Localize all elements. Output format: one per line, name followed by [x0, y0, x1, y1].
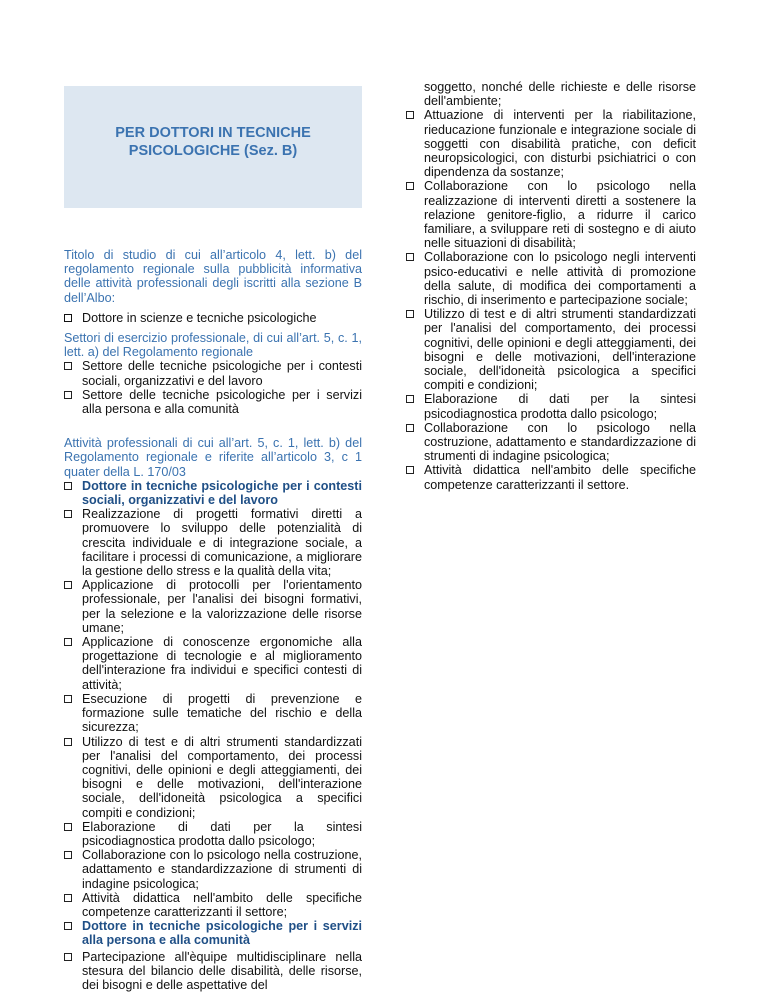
- list-item: Collaborazione con lo psicologo nella costruzione, adattamento e standardizzazione di strumenti di indagine psicologica;: [406, 421, 696, 464]
- list-item: Attuazione di interventi per la riabilitazione, rieducazione funzionale e integrazione sociale di soggetti con disabilità pratiche, con deficit neuropsicologici, con disturbi psichiatrici o con dipendenza da sostanze;: [406, 108, 696, 179]
- list-item: Applicazione di protocolli per l'orientamento professionale, per l'analisi dei bisogni formativi, per la selezione e la valorizzazione delle risorse umane;: [64, 578, 362, 635]
- checkbox-icon[interactable]: [406, 182, 414, 190]
- checkbox-icon[interactable]: [64, 851, 72, 859]
- checkbox-icon[interactable]: [406, 253, 414, 261]
- left-column: [64, 80, 362, 992]
- titolo-intro: Titolo di studio di cui all’articolo 4, lett. b) del regolamento regionale sulla pubblicità informativa delle attività professionali degli iscritti alla sezione B dell’Albo:: [64, 248, 362, 305]
- degree-list: [64, 311, 362, 325]
- list-item: Utilizzo di test e di altri strumenti standardizzati per l'analisi del comportamento, dei processi cognitivi, delle opinioni e degli atteggiamenti, dei bisogni e delle motivazioni, dell'interazione sociale, dell'idoneità psicologica a specifici compiti e condizioni;: [406, 307, 696, 392]
- list-item: Collaborazione con lo psicologo nella costruzione, adattamento e standardizzazione di strumenti di indagine psicologica;: [64, 848, 362, 891]
- group1-list: [64, 479, 362, 919]
- list-item: Collaborazione con lo psicologo negli interventi psico-educativi e nelle attività di promozione della salute, di modifica dei comportamenti a rischio, di inserimento e partecipazione sociale;: [406, 250, 696, 307]
- checkbox-icon[interactable]: [406, 466, 414, 474]
- list-item: Attività didattica nell'ambito delle specifiche competenze caratterizzanti il settore.: [406, 463, 696, 491]
- section-header-box: [64, 86, 362, 208]
- checkbox-icon[interactable]: [64, 823, 72, 831]
- list-item: Applicazione di conoscenze ergonomiche alla progettazione di tecnologie e al miglioramento dell'interazione fra individui e specifici contesti di attività;: [64, 635, 362, 692]
- section-title: PER DOTTORI IN TECNICHE PSICOLOGICHE (Sez. B): [115, 125, 311, 159]
- checkbox-icon[interactable]: [64, 738, 72, 746]
- settori-list: [64, 359, 362, 416]
- checkbox-icon[interactable]: [64, 922, 72, 930]
- list-item: Partecipazione all'èquipe multidisciplinare nella stesura del bilancio delle disabilità, delle risorse, dei bisogni e delle aspettative del: [64, 950, 362, 993]
- list-item: Esecuzione di progetti di prevenzione e formazione sulle tematiche del rischio e della sicurezza;: [64, 692, 362, 735]
- checkbox-icon[interactable]: [64, 482, 72, 490]
- checkbox-icon[interactable]: [64, 314, 72, 322]
- list-item: Settore delle tecniche psicologiche per i contesti sociali, organizzativi e del lavoro: [64, 359, 362, 387]
- list-item: Realizzazione di progetti formativi diretti a promuovere lo sviluppo delle potenzialità di crescita individuale e di integrazione sociale, a facilitare i processi di comunicazione, a migliorare la gestione dello stress e la qualità della vita;: [64, 507, 362, 578]
- group2-list-cont: [406, 108, 696, 491]
- list-item: Utilizzo di test e di altri strumenti standardizzati per l'analisi del comportamento, dei processi cognitivi, delle opinioni e degli atteggiamenti, dei bisogni e delle motivazioni, dell'interazione sociale, dell'idoneità psicologica a specifici compiti e condizioni;: [64, 735, 362, 820]
- continuation-text: soggetto, nonché delle richieste e delle risorse dell'ambiente;: [424, 80, 696, 109]
- group2-list: [64, 919, 362, 992]
- checkbox-icon[interactable]: [64, 391, 72, 399]
- checkbox-icon[interactable]: [64, 581, 72, 589]
- group2-heading: Dottore in tecniche psicologiche per i servizi alla persona e alla comunità: [64, 919, 362, 947]
- settori-intro: Settori di esercizio professionale, di cui all’art. 5, c. 1, lett. a) del Regolamento regionale: [64, 331, 362, 360]
- checkbox-icon[interactable]: [406, 395, 414, 403]
- list-item: Elaborazione di dati per la sintesi psicodiagnostica prodotta dallo psicologo;: [64, 820, 362, 848]
- checkbox-icon[interactable]: [64, 638, 72, 646]
- checkbox-icon[interactable]: [64, 953, 72, 961]
- checkbox-icon[interactable]: [64, 894, 72, 902]
- checkbox-icon[interactable]: [406, 111, 414, 119]
- attivita-intro: Attività professionali di cui all’art. 5, c. 1, lett. b) del Regolamento regionale e riferite all’articolo 3, c 1 quater della L. 170/03: [64, 436, 362, 479]
- list-item: Settore delle tecniche psicologiche per i servizi alla persona e alla comunità: [64, 388, 362, 416]
- right-column: [406, 80, 696, 492]
- list-item: Elaborazione di dati per la sintesi psicodiagnostica prodotta dallo psicologo;: [406, 392, 696, 420]
- checkbox-icon[interactable]: [406, 310, 414, 318]
- group1-heading: Dottore in tecniche psicologiche per i contesti sociali, organizzativi e del lavoro: [64, 479, 362, 507]
- list-item: Collaborazione con lo psicologo nella realizzazione di interventi diretti a sostenere la relazione genitore-figlio, a ridurre il carico familiare, a sviluppare reti di sostegno e di aiuto nelle situazioni di disabilità;: [406, 179, 696, 250]
- checkbox-icon[interactable]: [64, 362, 72, 370]
- checkbox-icon[interactable]: [64, 695, 72, 703]
- degree-item: Dottore in scienze e tecniche psicologiche: [64, 311, 362, 325]
- checkbox-icon[interactable]: [406, 424, 414, 432]
- checkbox-icon[interactable]: [64, 510, 72, 518]
- list-item: Attività didattica nell'ambito delle specifiche competenze caratterizzanti il settore;: [64, 891, 362, 919]
